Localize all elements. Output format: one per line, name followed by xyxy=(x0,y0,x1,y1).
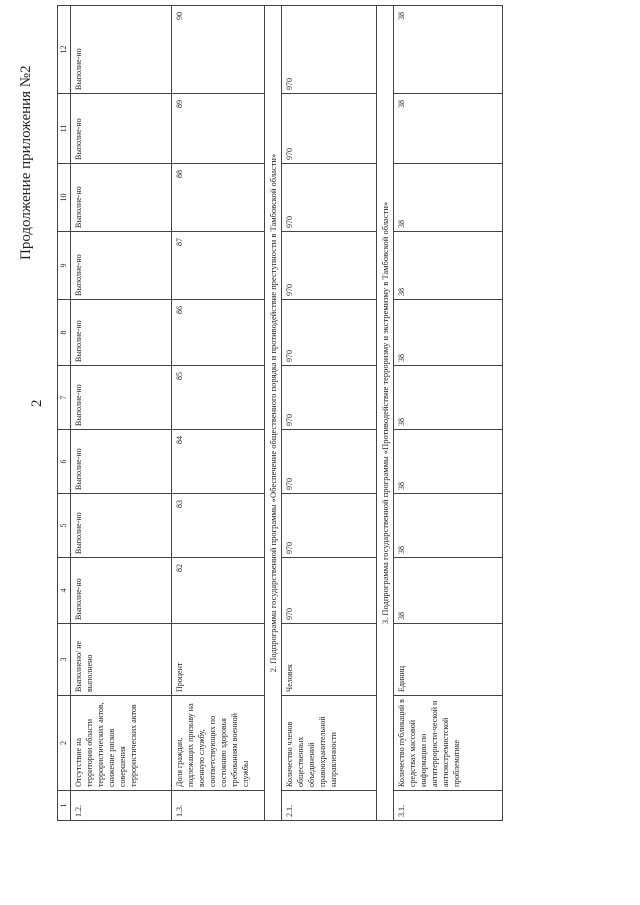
section-2-title: 2. Подпрограмма государственной программы «Обеспечение общественного порядка и противодействие преступности в Тамбовской области» xyxy=(265,6,282,821)
value-cell: Выполне-но xyxy=(71,366,172,430)
value-cell: 87 xyxy=(172,232,265,300)
col-header: 7 xyxy=(58,366,71,430)
col-header: 4 xyxy=(58,558,71,624)
value-cell: 86 xyxy=(172,300,265,366)
value-cell: 970 xyxy=(282,430,377,494)
section-3-title: 3. Подпрограмма государственной программы «Противодействие терроризму и экстремизму в Тамбовской области» xyxy=(377,6,394,821)
value-cell: 38 xyxy=(394,558,503,624)
table-row xyxy=(282,6,377,821)
value-cell: Выполне-но xyxy=(71,6,172,94)
unit-cell: Человек xyxy=(282,624,377,696)
value-cell: Выполне-но xyxy=(71,430,172,494)
value-cell: Выполне-но xyxy=(71,494,172,558)
value-cell: 38 xyxy=(394,164,503,232)
value-cell: 90 xyxy=(172,6,265,94)
row-number: 1.2. xyxy=(71,791,172,821)
value-cell: 38 xyxy=(394,366,503,430)
section-heading-row xyxy=(377,6,394,821)
indicator-name: Отсутствие на территории области террористических актов, снижение рисков совершения террористических актов xyxy=(71,696,172,791)
table-row xyxy=(394,6,503,821)
col-header: 3 xyxy=(58,624,71,696)
col-header: 9 xyxy=(58,232,71,300)
value-cell: 89 xyxy=(172,94,265,164)
value-cell: 970 xyxy=(282,6,377,94)
value-cell: 38 xyxy=(394,430,503,494)
col-header: 11 xyxy=(58,94,71,164)
value-cell: 38 xyxy=(394,232,503,300)
value-cell: 970 xyxy=(282,94,377,164)
value-cell: 38 xyxy=(394,94,503,164)
value-cell: 83 xyxy=(172,494,265,558)
indicator-name: Доля граждан, подлежащих призыву на военную службу, соответствующих по состоянию здоровья требованиям военной службы xyxy=(172,696,265,791)
col-header: 10 xyxy=(58,164,71,232)
value-cell: Выполне-но xyxy=(71,94,172,164)
col-header: 6 xyxy=(58,430,71,494)
value-cell: 88 xyxy=(172,164,265,232)
value-cell: 82 xyxy=(172,558,265,624)
value-cell: Выполне-но xyxy=(71,300,172,366)
indicator-name: Количество членов общественных объединений правоохранительной направленности xyxy=(282,696,377,791)
value-cell: Выполне-но xyxy=(71,232,172,300)
unit-cell: Единиц xyxy=(394,624,503,696)
unit-cell: Выполнено/ не выполнено xyxy=(71,624,172,696)
col-header: 1 xyxy=(58,791,71,821)
value-cell: 970 xyxy=(282,366,377,430)
header-row xyxy=(58,6,71,821)
table-row xyxy=(172,6,265,821)
value-cell: 38 xyxy=(394,6,503,94)
indicators-table xyxy=(57,5,503,821)
row-number: 3.1. xyxy=(394,791,503,821)
col-header: 5 xyxy=(58,494,71,558)
value-cell: 38 xyxy=(394,494,503,558)
col-header: 8 xyxy=(58,300,71,366)
value-cell: 970 xyxy=(282,558,377,624)
appendix-title: Продолжение приложения №2 xyxy=(18,65,34,260)
value-cell: 85 xyxy=(172,366,265,430)
value-cell: 970 xyxy=(282,300,377,366)
value-cell: Выполне-но xyxy=(71,164,172,232)
table-row xyxy=(71,6,172,821)
col-header: 12 xyxy=(58,6,71,94)
value-cell: 970 xyxy=(282,494,377,558)
value-cell: 970 xyxy=(282,232,377,300)
value-cell: 970 xyxy=(282,164,377,232)
unit-cell: Процент xyxy=(172,624,265,696)
value-cell: 38 xyxy=(394,300,503,366)
section-heading-row xyxy=(265,6,282,821)
value-cell: Выполне-но xyxy=(71,558,172,624)
row-number: 2.1. xyxy=(282,791,377,821)
row-number: 1.3. xyxy=(172,791,265,821)
value-cell: 84 xyxy=(172,430,265,494)
indicator-name: Количество публикаций в средствах массовой информации по антитеррористи-ческой и антиэкстремистской проблематике xyxy=(394,696,503,791)
col-header: 2 xyxy=(58,696,71,791)
page-number: 2 xyxy=(29,399,45,407)
